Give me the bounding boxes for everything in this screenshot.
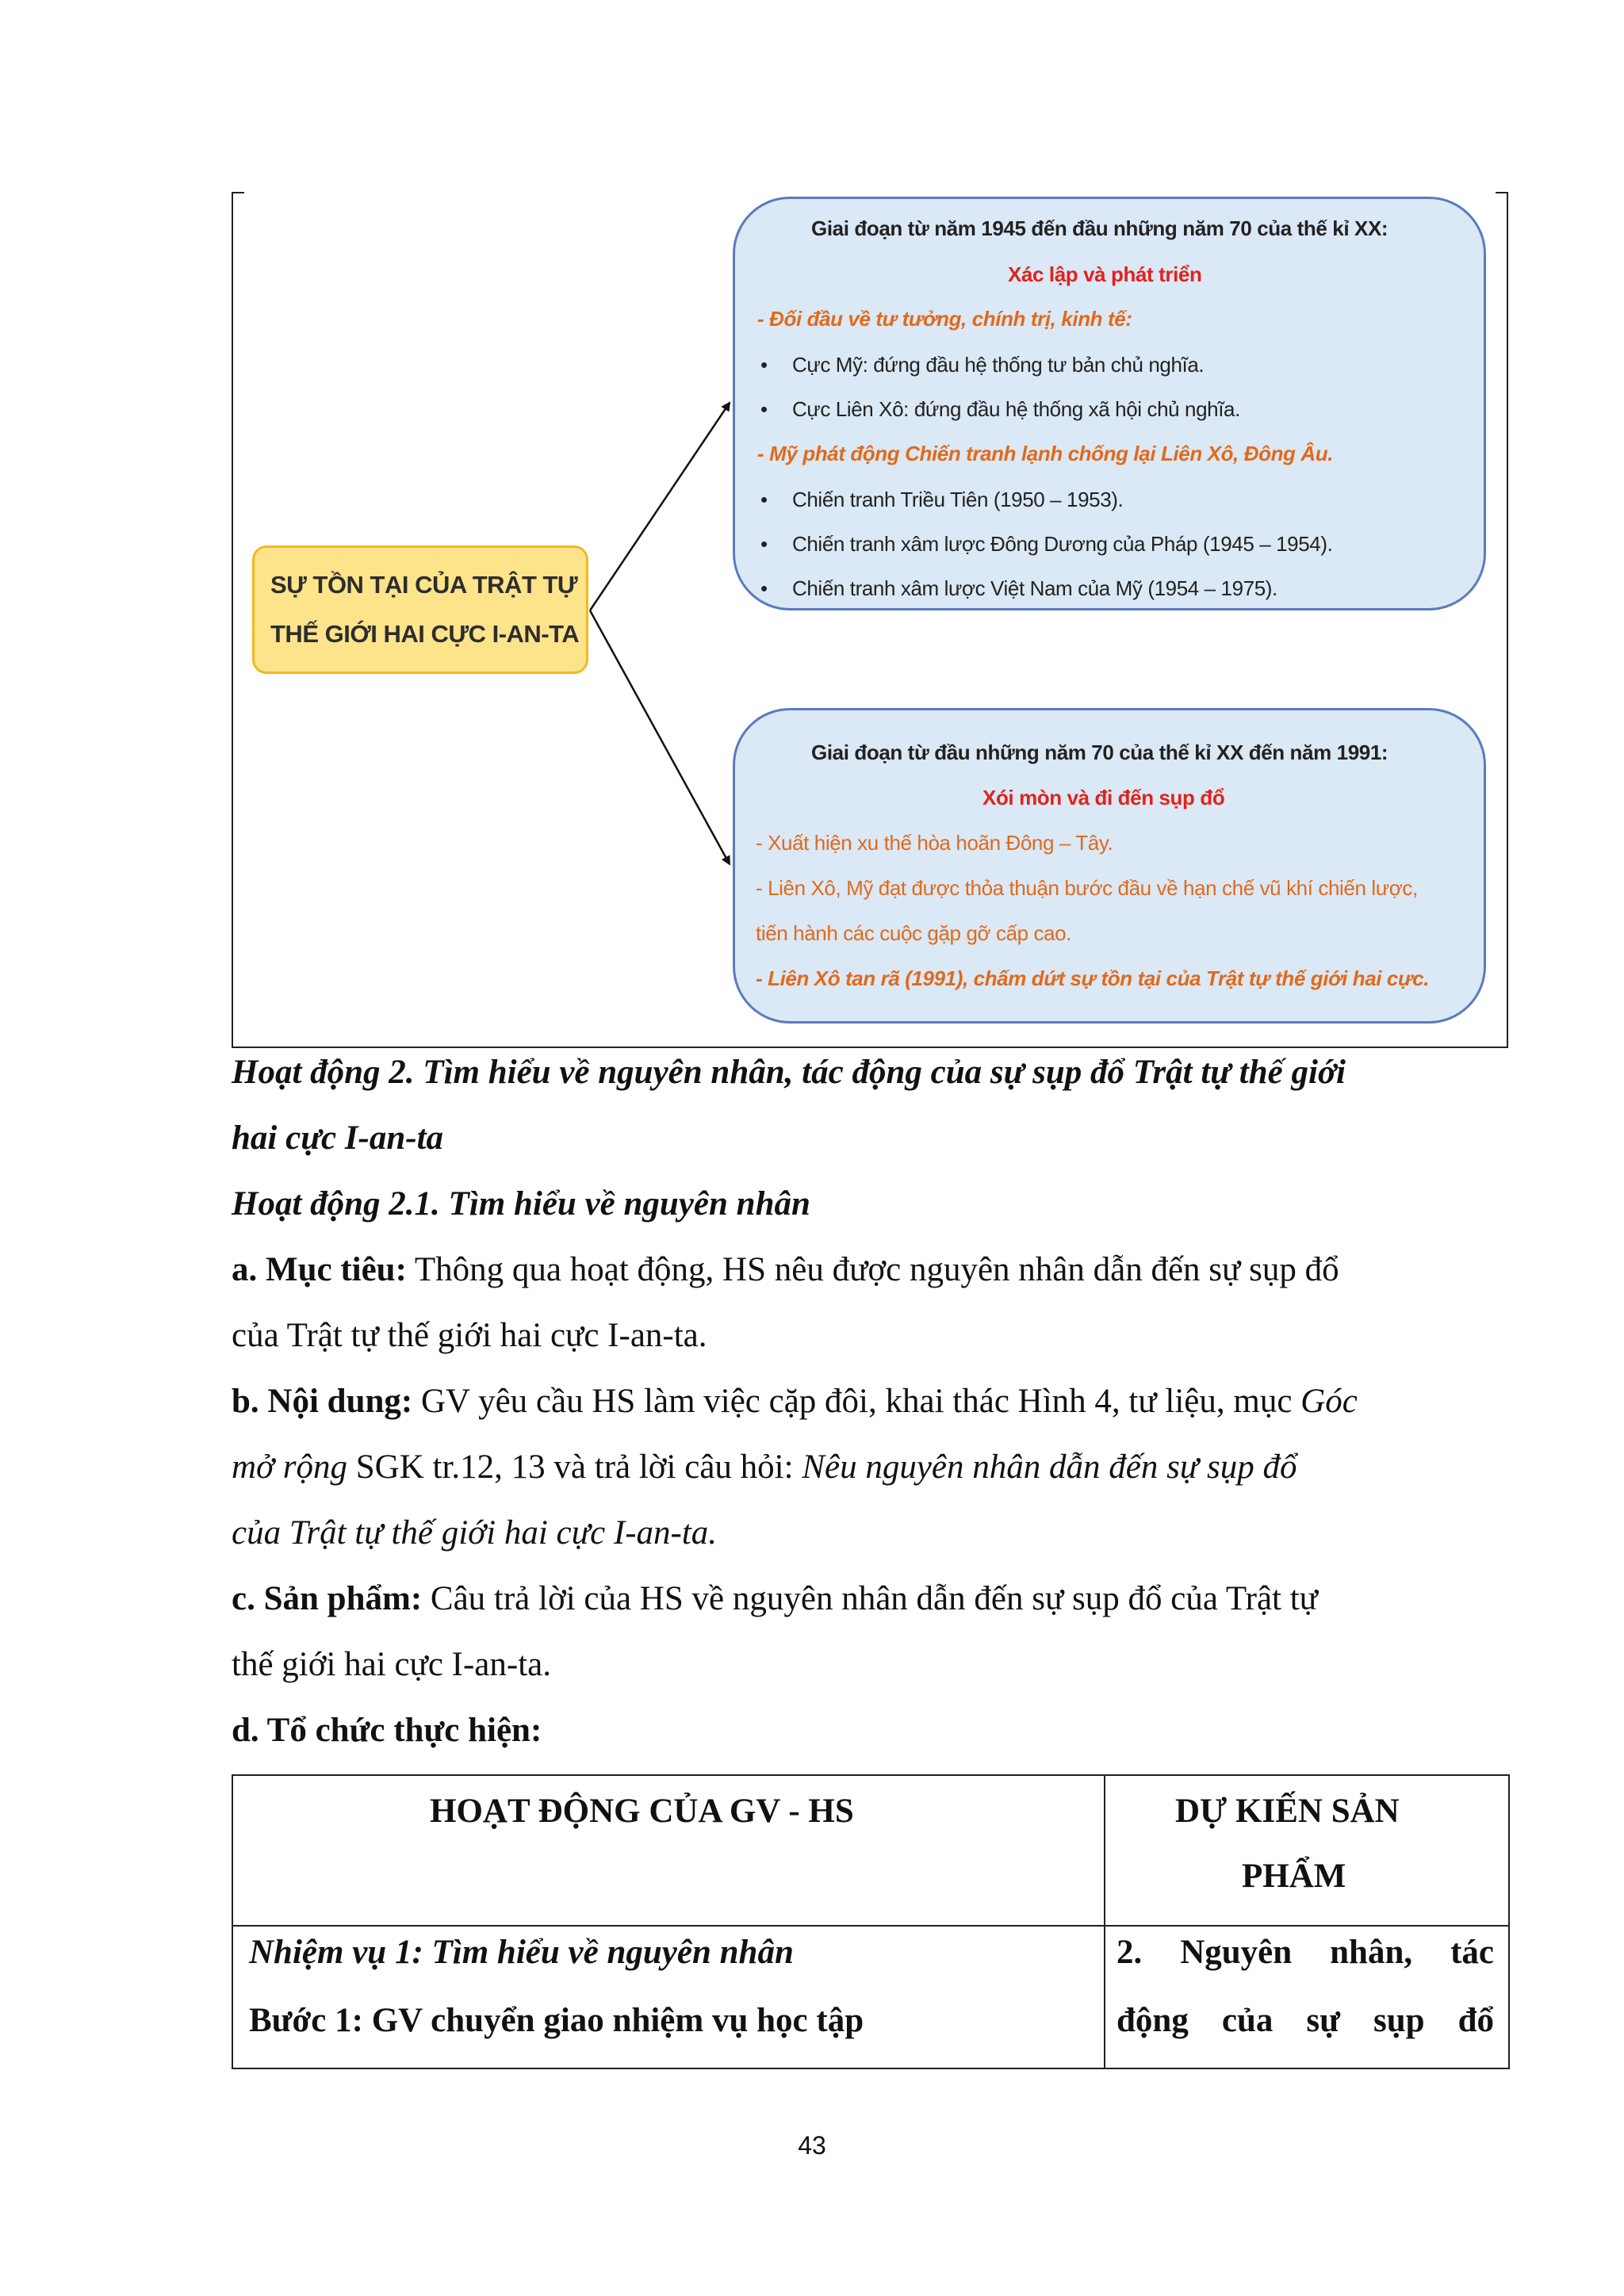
table-row-divider xyxy=(233,1925,1508,1927)
table-row1-left-line-2: Bước 1: GV chuyển giao nhiệm vụ học tập xyxy=(249,2002,864,2039)
product-line-1: c. Sản phẩm: Câu trả lời của HS về nguyên nhân dẫn đến sự sụp đổ của Trật tự xyxy=(232,1580,1318,1617)
activity-table xyxy=(232,1774,1510,2069)
table-header-left: HOẠT ĐỘNG CỦA GV - HS xyxy=(430,1793,854,1830)
table-row1-right-line-1: 2. Nguyên nhân, tác xyxy=(1116,1934,1494,1971)
top-box-bullet-3: • Chiến tranh Triều Tiên (1950 – 1953). xyxy=(760,488,1124,511)
top-box-bullet-4: • Chiến tranh xâm lược Đông Dương của Pháp (1945 – 1954). xyxy=(760,532,1333,556)
bottom-box-point-1: - Xuất hiện xu thế hòa hoãn Đông – Tây. xyxy=(756,831,1113,855)
top-box-heading: Giai đoạn từ năm 1945 đến đầu những năm 70 của thế kỉ XX: xyxy=(811,216,1388,240)
content-label: b. Nội dung: xyxy=(232,1383,413,1420)
activity-2-1-heading: Hoạt động 2.1. Tìm hiểu về nguyên nhân xyxy=(232,1185,810,1223)
table-row1-right-line-2: động của sự sụp đổ xyxy=(1116,2002,1494,2039)
activity-2-heading-line-1: Hoạt động 2. Tìm hiểu về nguyên nhân, tác động của sự sụp đổ Trật tự thế giới xyxy=(232,1054,1346,1091)
frame-corner-right xyxy=(1496,192,1508,193)
top-box-point-1: - Đối đầu về tư tưởng, chính trị, kinh tế: xyxy=(757,307,1132,331)
content-line-3: của Trật tự thế giới hai cực I-an-ta. xyxy=(232,1514,718,1552)
center-line-2: THẾ GIỚI HAI CỰC I-AN-TA xyxy=(270,620,580,648)
table-column-divider xyxy=(1104,1776,1105,2068)
bottom-box-point-3: - Liên Xô tan rã (1991), chấm dứt sự tồn tại của Trật tự thế giới hai cực. xyxy=(756,966,1430,990)
bottom-box-point-2a: - Liên Xô, Mỹ đạt được thỏa thuận bước đầu về hạn chế vũ khí chiến lược, xyxy=(756,876,1418,900)
page-number: 43 xyxy=(798,2131,826,2160)
center-line-1: SỰ TỒN TẠI CỦA TRẬT TỰ xyxy=(270,571,578,599)
bottom-box-subheading: Xói mòn và đi đến sụp đổ xyxy=(982,786,1225,809)
table-row1-left-line-1: Nhiệm vụ 1: Tìm hiểu về nguyên nhân xyxy=(249,1934,794,1971)
product-line-2: thế giới hai cực I-an-ta. xyxy=(232,1646,551,1683)
bottom-box-heading: Giai đoạn từ đầu những năm 70 của thế kỉ XX đến năm 1991: xyxy=(811,740,1388,764)
bottom-box-point-2b: tiến hành các cuộc gặp gỡ cấp cao. xyxy=(756,921,1072,945)
content-line-2: mở rộng SGK tr.12, 13 và trả lời câu hỏi: Nêu nguyên nhân dẫn đến sự sụp đổ xyxy=(232,1448,1297,1486)
organization-heading: d. Tổ chức thực hiện: xyxy=(232,1712,542,1749)
objective-line-1: a. Mục tiêu: Thông qua hoạt động, HS nêu được nguyên nhân dẫn đến sự sụp đổ xyxy=(232,1251,1339,1288)
top-box-bullet-5: • Chiến tranh xâm lược Việt Nam của Mỹ (1954 – 1975). xyxy=(760,576,1277,600)
content-line-1: b. Nội dung: GV yêu cầu HS làm việc cặp đôi, khai thác Hình 4, tư liệu, mục Góc xyxy=(232,1383,1358,1420)
top-period-box xyxy=(733,197,1486,610)
top-box-bullet-1: • Cực Mỹ: đứng đầu hệ thống tư bản chủ nghĩa. xyxy=(760,353,1205,377)
bottom-period-box xyxy=(733,708,1486,1024)
objective-line-2: của Trật tự thế giới hai cực I-an-ta. xyxy=(232,1317,707,1354)
activity-2-heading-line-2: hai cực I-an-ta xyxy=(232,1119,444,1157)
top-box-subheading: Xác lập và phát triển xyxy=(1008,262,1202,286)
objective-label: a. Mục tiêu: xyxy=(232,1251,407,1288)
table-header-right-line-1: DỰ KIẾN SẢN xyxy=(1175,1793,1400,1830)
top-box-point-2: - Mỹ phát động Chiến tranh lạnh chống lại Liên Xô, Đông Âu. xyxy=(757,442,1334,465)
product-label: c. Sản phẩm: xyxy=(232,1580,423,1617)
table-header-right-line-2: PHẨM xyxy=(1242,1858,1346,1895)
frame-corner-left xyxy=(232,192,244,193)
center-concept-box xyxy=(252,545,588,674)
top-box-bullet-2: • Cực Liên Xô: đứng đầu hệ thống xã hội chủ nghĩa. xyxy=(760,397,1240,421)
